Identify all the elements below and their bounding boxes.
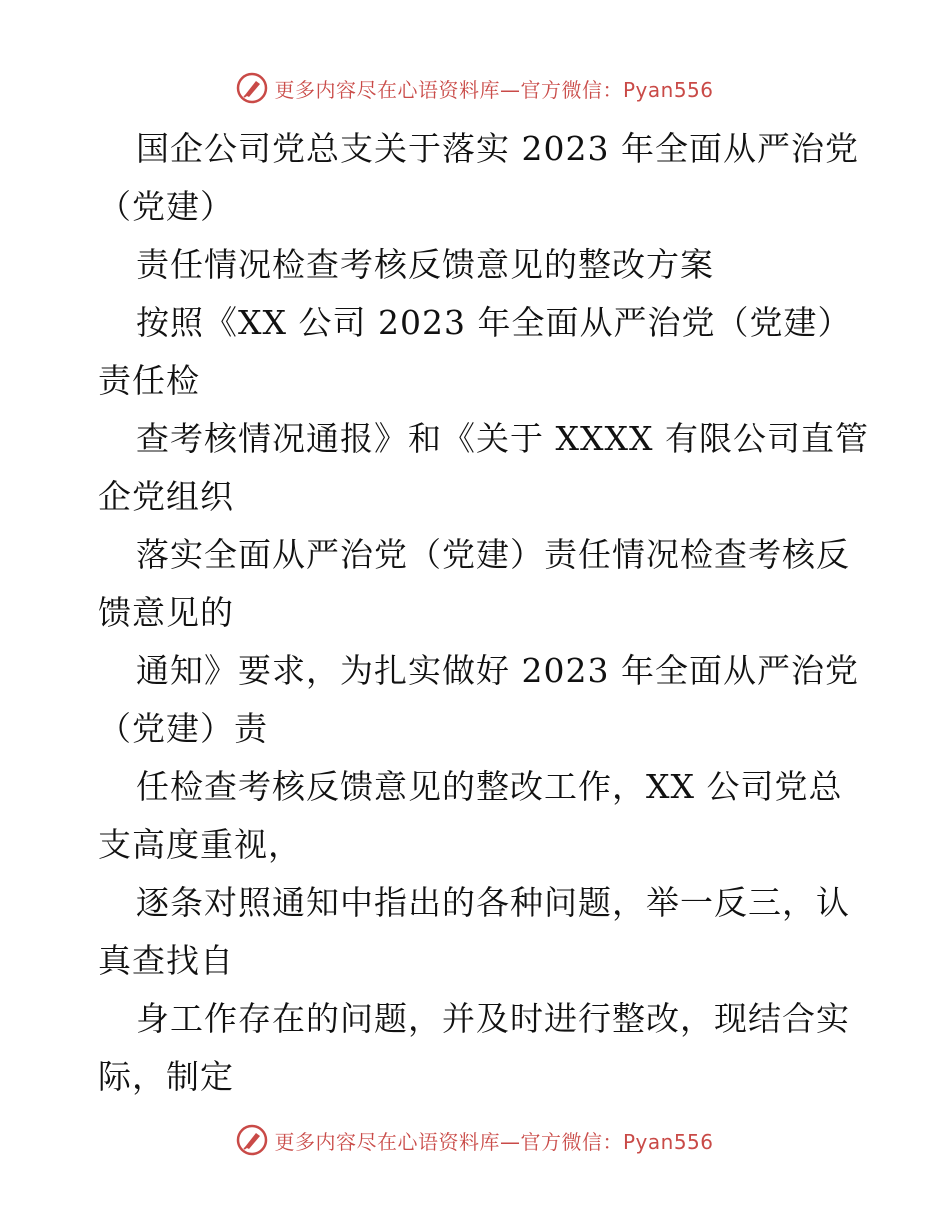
text-line: 责任检 (98, 361, 200, 400)
watermark-account: Pyan556 (622, 77, 714, 102)
header-watermark (0, 72, 950, 104)
text-line: 国企公司党总支关于落实 2023 年全面从严治党 (136, 129, 859, 168)
text-line: 支高度重视， (98, 825, 302, 864)
text-line: 按照《XX 公司 2023 年全面从严治党（党建） (136, 303, 852, 342)
watermark-text: 更多内容尽在心语资料库—官方微信：Pyan556 (274, 1129, 714, 1154)
document-body (98, 120, 869, 1106)
text-line: 责任情况检查考核反馈意见的整改方案 (136, 245, 714, 284)
text-line: 际，制定 (98, 1057, 234, 1096)
footer-watermark (0, 1124, 950, 1156)
text-line: 查考核情况通报》和《关于 XXXX 有限公司直管 (136, 419, 869, 458)
watermark-text: 更多内容尽在心语资料库—官方微信：Pyan556 (274, 77, 714, 102)
text-line: 馈意见的 (98, 593, 234, 632)
text-line: 逐条对照通知中指出的各种问题，举一反三，认 (136, 883, 850, 922)
text-line: 企党组织 (98, 477, 234, 516)
feather-pen-logo-icon (236, 1124, 268, 1156)
text-line: （党建）责 (98, 709, 268, 748)
watermark-account: Pyan556 (622, 1129, 714, 1154)
text-line: 通知》要求，为扎实做好 2023 年全面从严治党 (136, 651, 859, 690)
text-line: （党建） (98, 187, 234, 226)
text-line: 身工作存在的问题，并及时进行整改，现结合实 (136, 999, 850, 1038)
text-line: 落实全面从严治党（党建）责任情况检查考核反 (136, 535, 850, 574)
text-line: 任检查考核反馈意见的整改工作，XX 公司党总 (136, 767, 843, 806)
text-line: 真查找自 (98, 941, 234, 980)
feather-pen-logo-icon (236, 72, 268, 104)
